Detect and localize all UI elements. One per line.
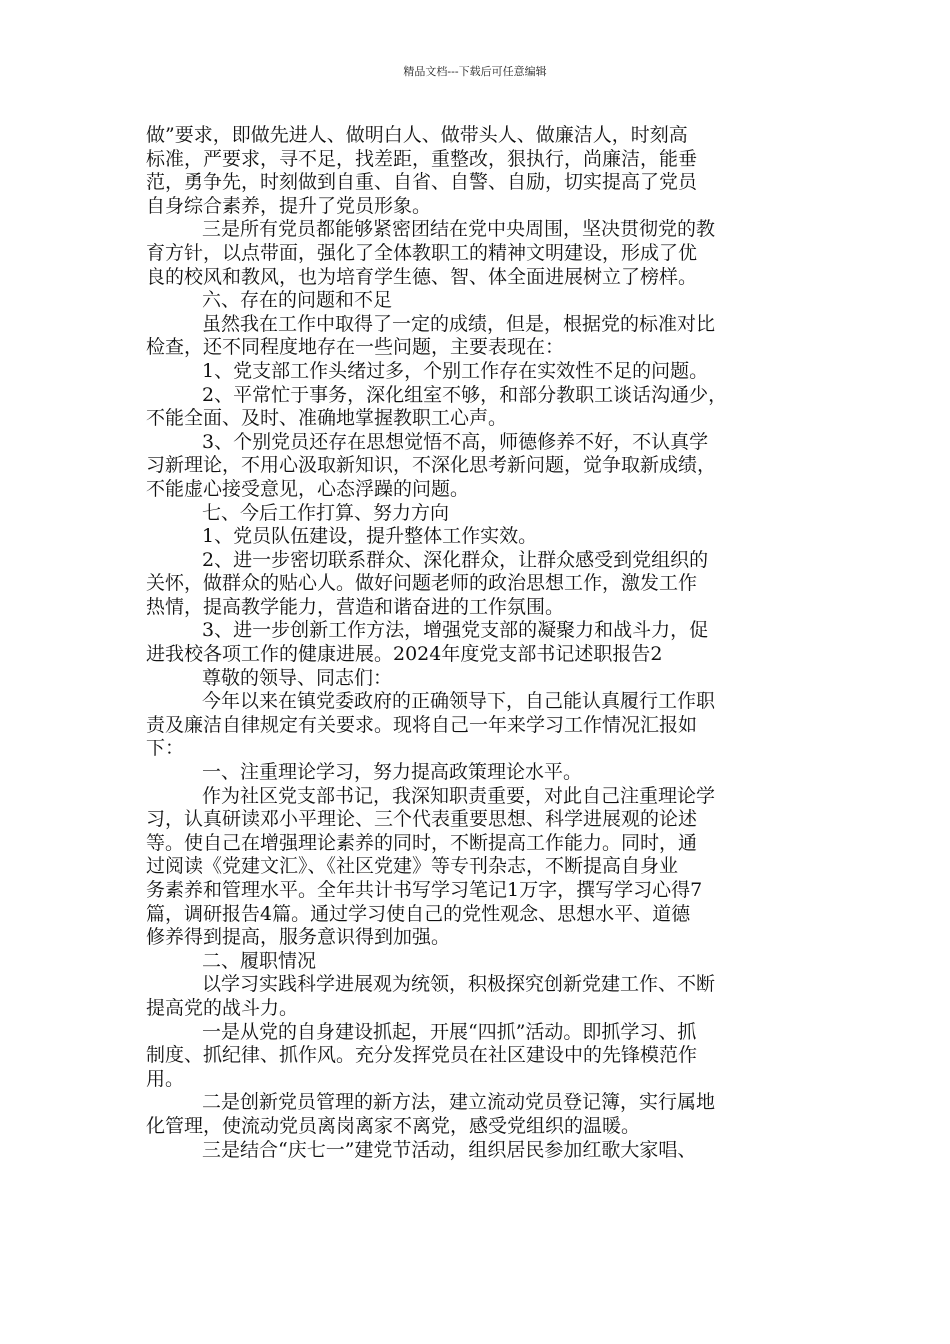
text-line <box>146 1139 806 1163</box>
text-line-content: 责及廉洁自律规定有关要求。现将自己一年来学习工作情况汇报如 <box>146 713 698 736</box>
text-line-content: 进我校各项工作的健康进展。2024年度党支部书记述职报告2 <box>146 643 663 666</box>
text-line-content: 三是结合“庆七一”建党节活动，组织居民参加红歌大家唱、 <box>202 1138 697 1161</box>
text-line <box>146 195 806 219</box>
text-line-content: 习，认真研读邓小平理论、三个代表重要思想、科学进展观的论述 <box>146 808 698 831</box>
text-line-content: 今年以来在镇党委政府的正确领导下，自己能认真履行工作职 <box>202 690 716 713</box>
text-line-content: 篇，调研报告4篇。通过学习使自己的党性观念、思想水平、道德 <box>146 902 691 925</box>
text-line-content: 六、存在的问题和不足 <box>202 289 393 312</box>
text-line-content: 不能虚心接受意见，心态浮躁的问题。 <box>146 477 470 500</box>
text-line <box>146 643 806 667</box>
text-line <box>146 407 806 431</box>
text-line-content: 等。使自己在增强理论素养的同时，不断提高工作能力。同时，通 <box>146 831 698 854</box>
text-line <box>146 336 806 360</box>
text-line <box>146 973 806 997</box>
text-line <box>146 549 806 573</box>
text-line <box>146 926 806 950</box>
text-line <box>146 690 806 714</box>
text-line <box>146 619 806 643</box>
text-line-content: 一是从党的自身建设抓起，开展“四抓”活动。即抓学习、抓 <box>202 1020 697 1043</box>
text-line <box>146 808 806 832</box>
text-line-content: 良的校风和教风，也为培育学生德、智、体全面进展树立了榜样。 <box>146 265 698 288</box>
text-line-content: 检查，还不同程度地存在一些问题，主要表现在： <box>146 336 565 359</box>
text-line <box>146 431 806 455</box>
text-line-content: 三是所有党员都能够紧密团结在党中央周围，坚决贯彻党的教 <box>202 218 716 241</box>
text-line-content: 过阅读《党建文汇》、《社区党建》等专刊杂志，不断提高自身业 <box>146 855 679 878</box>
text-line <box>146 1068 806 1092</box>
text-line <box>146 1044 806 1068</box>
text-line <box>146 360 806 384</box>
text-line <box>146 737 806 761</box>
text-line-content: 作为社区党支部书记，我深知职责重要，对此自己注重理论学 <box>202 784 716 807</box>
text-line-content: 标准，严要求，寻不足，找差距，重整改，狠执行，尚廉洁，能垂 <box>146 147 698 170</box>
text-line-content: 范，勇争先，时刻做到自重、自省、自警、自励，切实提高了党员 <box>146 171 698 194</box>
text-line-content: 二是创新党员管理的新方法，建立流动党员登记簿，实行属地 <box>202 1091 716 1114</box>
document-body <box>146 124 806 1162</box>
text-line <box>146 855 806 879</box>
text-line-content: 修养得到提高，服务意识得到加强。 <box>146 926 451 949</box>
text-line-content: 下： <box>146 737 185 760</box>
text-line <box>146 478 806 502</box>
text-line-content: 化管理，使流动党员离岗离家不离党，感受党组织的温暖。 <box>146 1114 641 1137</box>
text-line-content: 关怀，做群众的贴心人。做好问题老师的政治思想工作，激发工作 <box>146 572 698 595</box>
text-line <box>146 1021 806 1045</box>
text-line-content: 提高党的战斗力。 <box>146 996 299 1019</box>
text-line <box>146 572 806 596</box>
text-line <box>146 1115 806 1139</box>
text-line <box>146 502 806 526</box>
text-line-content: 1、党支部工作头绪过多，个别工作存在实效性不足的问题。 <box>202 359 709 382</box>
text-line <box>146 313 806 337</box>
text-line-content: 二、履职情况 <box>202 949 317 972</box>
text-line <box>146 148 806 172</box>
text-line-content: 习新理论，不用心汲取新知识，不深化思考新问题，觉争取新成绩， <box>146 454 717 477</box>
text-line <box>146 997 806 1021</box>
text-line <box>146 242 806 266</box>
text-line-content: 3、个别党员还存在思想觉悟不高，师德修养不好，不认真学 <box>202 430 709 453</box>
text-line <box>146 950 806 974</box>
text-line <box>146 384 806 408</box>
text-line <box>146 879 806 903</box>
text-line-content: 用。 <box>146 1067 185 1090</box>
text-line <box>146 171 806 195</box>
text-line <box>146 1091 806 1115</box>
text-line-content: 热情，提高教学能力，营造和谐奋进的工作氛围。 <box>146 595 565 618</box>
text-line-content: 七、今后工作打算、努力方向 <box>202 501 450 524</box>
text-line-content: 自身综合素养，提升了党员形象。 <box>146 194 432 217</box>
text-line <box>146 124 806 148</box>
text-line-content: 不能全面、及时、准确地掌握教职工心声。 <box>146 407 508 430</box>
text-line <box>146 218 806 242</box>
text-line-content: 3、进一步创新工作方法，增强党支部的凝聚力和战斗力，促 <box>202 619 709 642</box>
text-line <box>146 596 806 620</box>
text-line-content: 做”要求，即做先进人、做明白人、做带头人、做廉洁人，时刻高 <box>146 124 688 146</box>
text-line-content: 务素养和管理水平。全年共计书写学习笔记1万字，撰写学习心得7 <box>146 879 703 901</box>
text-line-content: 以学习实践科学进展观为统领，积极探究创新党建工作、不断 <box>202 973 716 996</box>
text-line <box>146 266 806 290</box>
text-line <box>146 714 806 738</box>
text-line <box>146 785 806 809</box>
text-line <box>146 667 806 691</box>
text-line <box>146 289 806 313</box>
text-line-content: 尊敬的领导、同志们： <box>202 666 393 689</box>
text-line <box>146 454 806 478</box>
text-line-content: 育方针，以点带面，强化了全体教职工的精神文明建设，形成了优 <box>146 241 698 264</box>
text-line-content: 虽然我在工作中取得了一定的成绩，但是，根据党的标准对比 <box>202 312 716 335</box>
text-line <box>146 525 806 549</box>
text-line <box>146 832 806 856</box>
page-header: 精品文档---下载后可任意编辑 <box>403 65 547 78</box>
text-line-content: 制度、抓纪律、抓作风。充分发挥党员在社区建设中的先锋模范作 <box>146 1044 698 1067</box>
text-line-content: 一、注重理论学习，努力提高政策理论水平。 <box>202 761 583 784</box>
text-line-content: 1、党员队伍建设，提升整体工作实效。 <box>202 525 538 548</box>
text-line <box>146 761 806 785</box>
text-line <box>146 903 806 927</box>
text-line-content: 2、进一步密切联系群众、深化群众，让群众感受到党组织的 <box>202 548 709 571</box>
text-line-content: 2、平常忙于事务，深化组室不够，和部分教职工谈话沟通少， <box>202 383 728 406</box>
